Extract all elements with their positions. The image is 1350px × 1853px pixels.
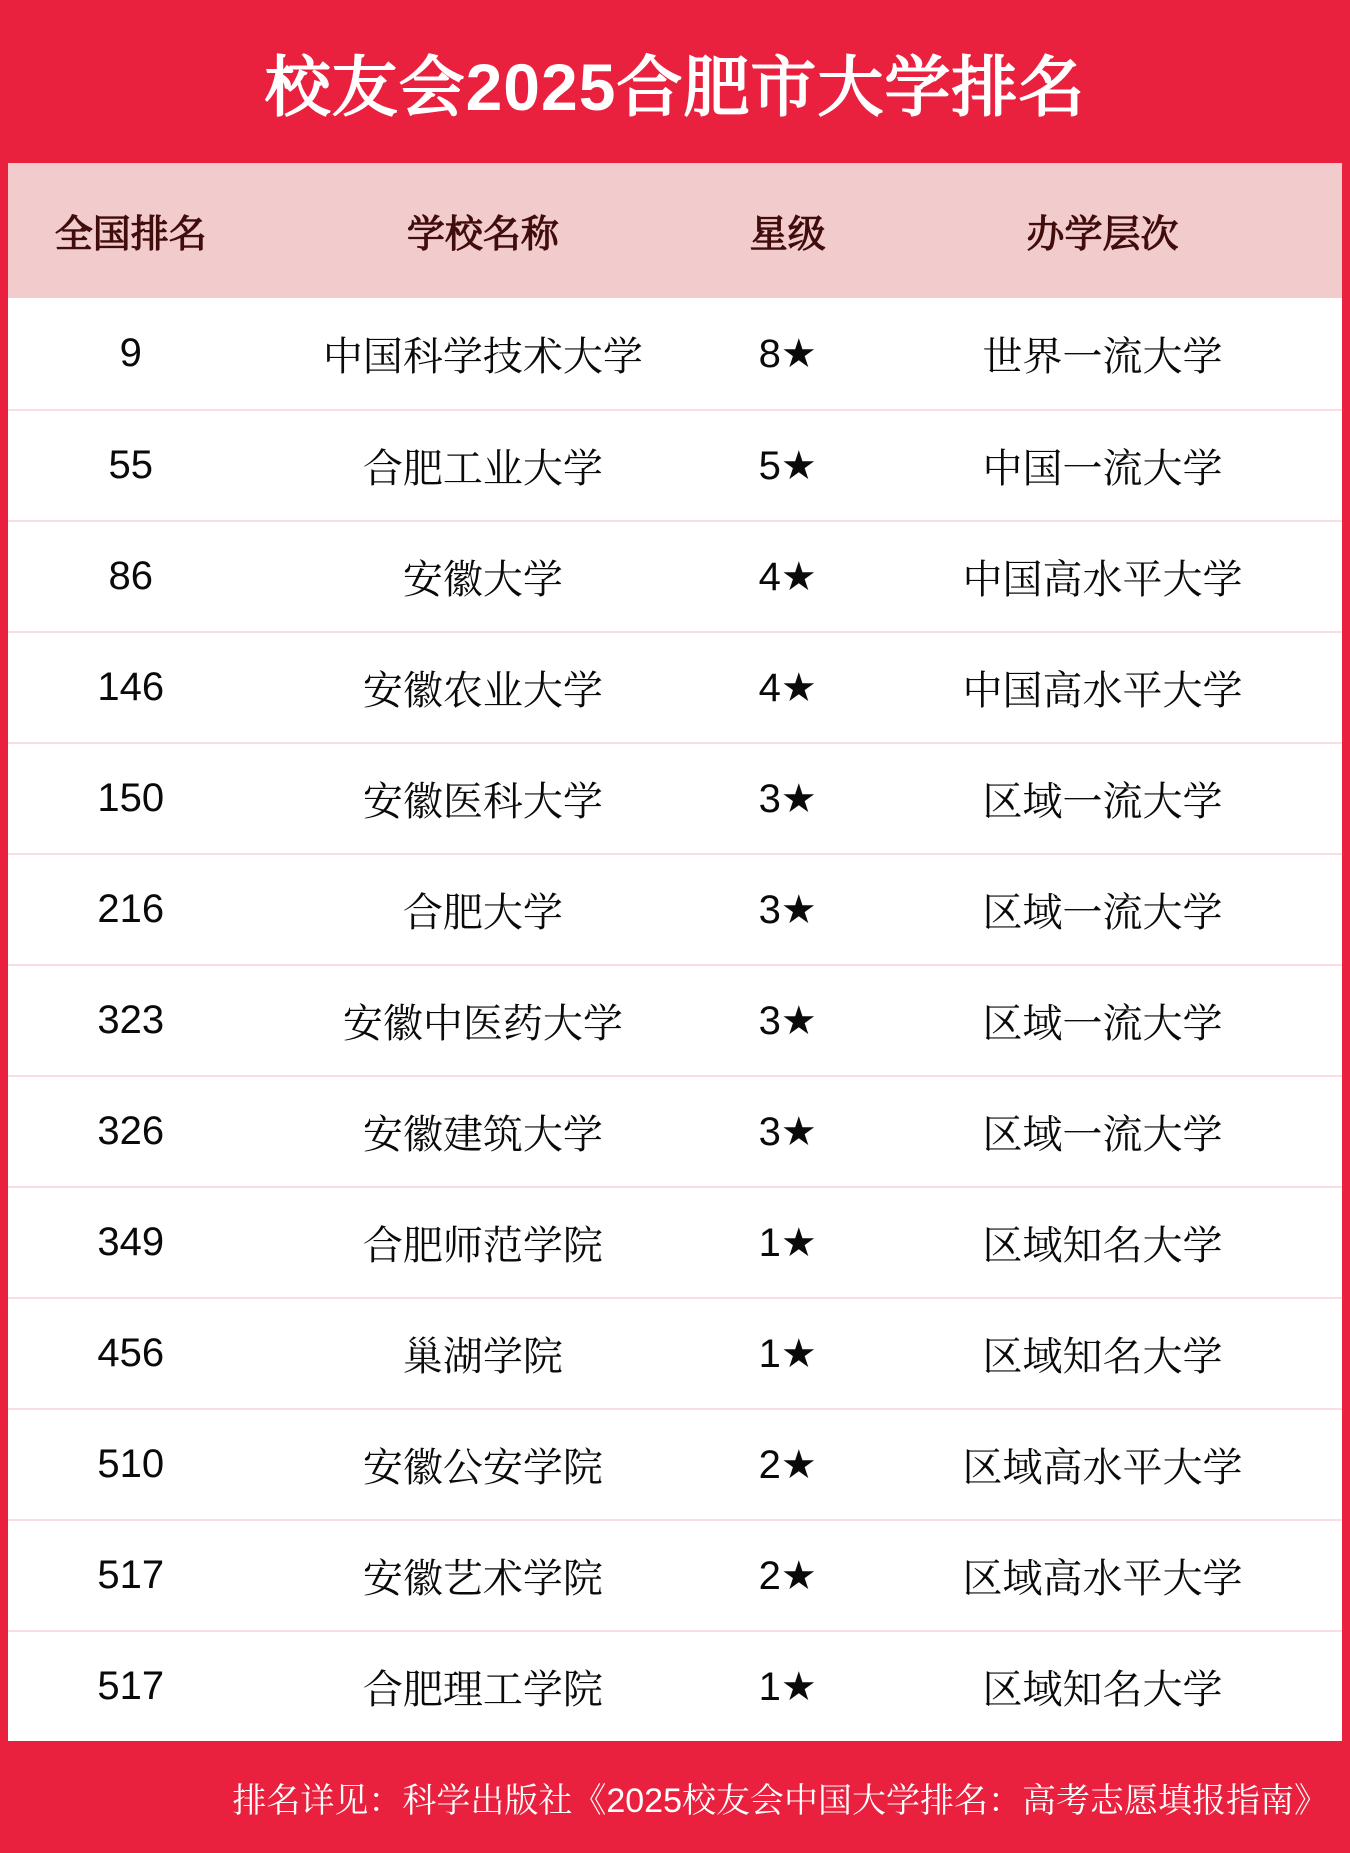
footer-note-band bbox=[0, 1741, 1350, 1853]
rank-cell: 150 bbox=[97, 776, 165, 820]
level-cell: 区域知名大学 bbox=[982, 1224, 1223, 1268]
rank-cell: 86 bbox=[108, 554, 153, 598]
table-row bbox=[8, 742, 1342, 853]
table-header-row bbox=[8, 163, 1342, 298]
table-row bbox=[8, 520, 1342, 631]
star-rating-cell: 5★ bbox=[758, 443, 817, 488]
level-cell: 中国一流大学 bbox=[982, 447, 1223, 491]
level-cell: 区域一流大学 bbox=[982, 1113, 1223, 1157]
star-rating-cell: 4★ bbox=[758, 554, 817, 599]
level-cell: 区域知名大学 bbox=[982, 1668, 1223, 1712]
level-cell: 中国高水平大学 bbox=[962, 669, 1243, 713]
rank-cell: 216 bbox=[97, 887, 165, 931]
star-rating-cell: 3★ bbox=[758, 887, 817, 932]
star-rating-cell: 2★ bbox=[758, 1442, 817, 1487]
rank-cell: 349 bbox=[97, 1220, 165, 1264]
ranking-table bbox=[8, 163, 1342, 1741]
column-header-school: 学校名称 bbox=[406, 214, 559, 256]
level-cell: 世界一流大学 bbox=[982, 335, 1223, 379]
table-row bbox=[8, 631, 1342, 742]
rank-cell: 510 bbox=[97, 1442, 165, 1486]
school-name-cell: 安徽中医药大学 bbox=[342, 1002, 623, 1046]
school-name-cell: 安徽公安学院 bbox=[362, 1446, 603, 1490]
school-name-cell: 合肥师范学院 bbox=[362, 1224, 603, 1268]
star-rating-cell: 1★ bbox=[758, 1664, 817, 1709]
level-cell: 区域一流大学 bbox=[982, 1002, 1223, 1046]
star-rating-cell: 3★ bbox=[758, 776, 817, 821]
star-rating-cell: 4★ bbox=[758, 665, 817, 710]
table-row bbox=[8, 853, 1342, 964]
level-cell: 中国高水平大学 bbox=[962, 558, 1243, 602]
star-rating-cell: 1★ bbox=[758, 1220, 817, 1265]
school-name-cell: 巢湖学院 bbox=[402, 1335, 563, 1379]
table-row bbox=[8, 964, 1342, 1075]
column-header-stars: 星级 bbox=[749, 214, 826, 256]
rank-cell: 517 bbox=[97, 1553, 165, 1597]
school-name-cell: 安徽建筑大学 bbox=[362, 1113, 603, 1157]
page-title: 校友会2025合肥市大学排名 bbox=[264, 50, 1086, 124]
star-rating-cell: 8★ bbox=[758, 331, 817, 376]
school-name-cell: 安徽医科大学 bbox=[362, 780, 603, 824]
column-header-rank: 全国排名 bbox=[54, 214, 207, 256]
rank-cell: 323 bbox=[97, 998, 165, 1042]
school-name-cell: 安徽大学 bbox=[402, 558, 563, 602]
rank-cell: 517 bbox=[97, 1664, 165, 1708]
table-row bbox=[8, 1297, 1342, 1408]
table-row bbox=[8, 1186, 1342, 1297]
table-row bbox=[8, 1408, 1342, 1519]
rank-cell: 146 bbox=[97, 665, 165, 709]
school-name-cell: 合肥理工学院 bbox=[362, 1668, 603, 1712]
table-row bbox=[8, 298, 1342, 409]
level-cell: 区域高水平大学 bbox=[962, 1446, 1243, 1490]
rank-cell: 55 bbox=[108, 443, 153, 487]
star-rating-cell: 1★ bbox=[758, 1331, 817, 1376]
star-rating-cell: 2★ bbox=[758, 1553, 817, 1598]
level-cell: 区域一流大学 bbox=[982, 780, 1223, 824]
star-rating-cell: 3★ bbox=[758, 998, 817, 1043]
level-cell: 区域一流大学 bbox=[982, 891, 1223, 935]
rank-cell: 9 bbox=[119, 331, 142, 375]
rank-cell: 326 bbox=[97, 1109, 165, 1153]
school-name-cell: 合肥工业大学 bbox=[362, 447, 603, 491]
school-name-cell: 合肥大学 bbox=[402, 891, 563, 935]
footer-note: 排名详见：科学出版社《2025校友会中国大学排名：高考志愿填报指南》 bbox=[232, 1781, 1328, 1820]
table-row bbox=[8, 1075, 1342, 1186]
school-name-cell: 中国科学技术大学 bbox=[322, 335, 643, 379]
title-banner bbox=[0, 0, 1350, 163]
school-name-cell: 安徽艺术学院 bbox=[362, 1557, 603, 1601]
rank-cell: 456 bbox=[97, 1331, 165, 1375]
table-body bbox=[8, 298, 1342, 1741]
table-row bbox=[8, 1519, 1342, 1630]
star-rating-cell: 3★ bbox=[758, 1109, 817, 1154]
table-row bbox=[8, 1630, 1342, 1741]
level-cell: 区域高水平大学 bbox=[962, 1557, 1243, 1601]
column-header-level: 办学层次 bbox=[1026, 214, 1179, 256]
level-cell: 区域知名大学 bbox=[982, 1335, 1223, 1379]
table-row bbox=[8, 409, 1342, 520]
school-name-cell: 安徽农业大学 bbox=[362, 669, 603, 713]
